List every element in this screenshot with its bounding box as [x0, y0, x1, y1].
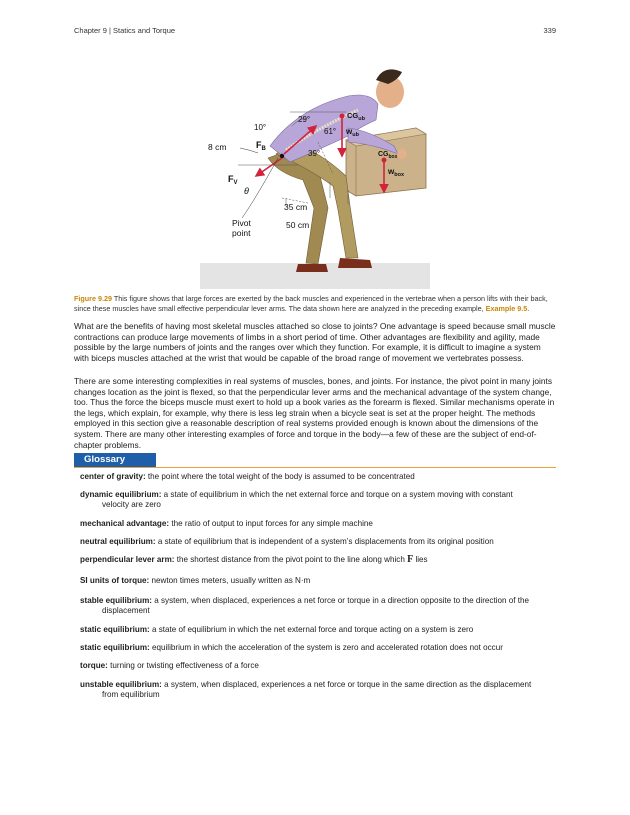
- dist-35-label: 35 cm: [284, 202, 308, 212]
- glossary-definition: the point where the total weight of the body is assumed to be concentrated: [147, 472, 415, 481]
- glossary-definition: the shortest distance from the pivot point to the line along which: [176, 555, 405, 564]
- figure-caption: [74, 294, 556, 313]
- glossary-item-unstable-equilibrium: [80, 680, 556, 701]
- glossary-definition: newton times meters, usually written as N·m: [151, 576, 311, 585]
- glossary-term: unstable equilibrium:: [80, 680, 162, 689]
- cg-ub-point: [340, 114, 345, 119]
- angle-29-label: 29°: [298, 115, 311, 124]
- fv-label: $F_V$: [228, 174, 238, 186]
- dist-50-label: 50 cm: [286, 220, 310, 230]
- glossary-term: static equilibrium:: [80, 643, 150, 652]
- chapter-title: Chapter 9 | Statics and Torque: [74, 26, 176, 35]
- figure-9-29: [198, 58, 430, 292]
- glossary-item-torque: [80, 661, 556, 671]
- caption-figure-label: Figure 9.29: [74, 294, 112, 303]
- glossary-definition-cont: from equilibrium: [102, 690, 160, 700]
- pivot-label-2: point: [232, 228, 251, 238]
- glossary-definition-end: lies: [415, 555, 428, 564]
- glossary-definition-cont: displacement: [102, 606, 150, 616]
- glossary-definition: equilibrium in which the acceleration of the system is zero and accelerated rotation does not occur: [151, 643, 503, 652]
- caption-text: This figure shows that large forces are exerted by the back muscles and experienced in the vertebrae when a person lifts with their back, since these muscles have small effective perpendicular lever arms. The data shown here are analyzed in the preceding example,: [74, 294, 548, 313]
- cg-box-label: $CG_{box}$: [378, 151, 398, 160]
- angle-10-label: 10°: [254, 123, 267, 132]
- glossary-item-mechanical-advantage: [80, 519, 556, 529]
- w-box-label: $w_{box}$: [388, 167, 405, 178]
- glossary-item-static-equilibrium-1: [80, 625, 556, 635]
- glossary-term: torque:: [80, 661, 108, 670]
- dist-8-label: 8 cm: [208, 142, 227, 152]
- glossary-definition: a state of equilibrium in which the net external force and torque on a system moving with constant: [163, 490, 513, 499]
- example-9-5-link[interactable]: Example 9.5: [485, 303, 528, 313]
- glossary-definition: a system, when displaced, experiences a net force or torque in the same direction as the displacement: [164, 680, 532, 689]
- glossary-header: [74, 453, 556, 468]
- caption-end: .: [527, 303, 530, 313]
- glossary-definition: turning or twisting effectiveness of a force: [110, 661, 259, 670]
- glossary-term: mechanical advantage:: [80, 519, 170, 528]
- page-header: [74, 26, 556, 38]
- glossary-term: perpendicular lever arm:: [80, 555, 175, 564]
- glossary-definition: a state of equilibrium that is independent of a system’s displacements from its original position: [157, 537, 494, 546]
- page-number: 339: [543, 26, 556, 35]
- glossary-item-stable-equilibrium: [80, 596, 556, 617]
- glossary-item-neutral-equilibrium: [80, 537, 556, 547]
- glossary-title: Glossary: [74, 453, 156, 467]
- glossary-item-perpendicular-lever-arm: [80, 555, 556, 565]
- glossary-item-center-of-gravity: [80, 472, 556, 482]
- glossary-term: dynamic equilibrium:: [80, 490, 162, 499]
- cg-ub-label: $CG_{ub}$: [347, 111, 365, 122]
- fb-label: $F_B$: [256, 140, 266, 152]
- glossary-item-si-units-of-torque: [80, 576, 556, 586]
- paragraph-1: What are the benefits of having most skeletal muscles attached so close to joints? One advantage is speed because small muscle contractions can produce large movements of limbs in a short period of time. Other advantages are flexibility and agility, made possible by the large numbers of joints and the ranges over which they function. For example, it is difficult to imagine a system with biceps muscles attached at the wrist that would be capable of the broad range of movement we vertebrates possess.: [74, 321, 556, 363]
- glossary-term: neutral equilibrium:: [80, 537, 156, 546]
- lifting-diagram: [198, 58, 430, 292]
- w-ub-label: $w_{ub}$: [346, 127, 359, 138]
- angle-61-label: 61°: [324, 127, 337, 136]
- glossary-term: center of gravity:: [80, 472, 146, 481]
- glossary-definition: a state of equilibrium in which the net external force and torque acting on a system is zero: [151, 625, 474, 634]
- glossary-definition: a system, when displaced, experiences a net force or torque in a direction opposite to the direction of the: [154, 596, 529, 605]
- glossary-item-static-equilibrium-2: [80, 643, 556, 653]
- glossary-definition-cont: velocity are zero: [102, 500, 161, 510]
- head: [376, 69, 404, 108]
- glossary-definition: the ratio of output to input forces for any simple machine: [171, 519, 373, 528]
- paragraph-2: There are some interesting complexities in real systems of muscles, bones, and joints. For instance, the pivot point in many joints changes location as the joint is flexed, so that the perpendicular lever arms and the mechanical advantage of the system change, too. Thus the force the biceps muscle must exert to hold up a book varies as the forearm is flexed. Similar mechanisms operate in the legs, which explain, for example, why there is less leg strain when a bicycle seat is set at the proper height. The methods employed in this section give a reasonable description of real systems provided enough is known about the dimensions of the system. There are many other interesting examples of force and torque in the body—a few of these are the subject of end-of-chapter problems.: [74, 376, 555, 450]
- pivot-label-1: Pivot: [232, 218, 251, 228]
- force-symbol: F: [407, 554, 414, 565]
- glossary-term: static equilibrium:: [80, 625, 150, 634]
- glossary-term: stable equilibrium:: [80, 596, 152, 605]
- glossary-term: SI units of torque:: [80, 576, 150, 585]
- glossary-item-dynamic-equilibrium: [80, 490, 556, 511]
- angle-39-label: 39°: [308, 149, 321, 158]
- cg-box-point: [382, 158, 387, 163]
- theta-label: θ: [244, 186, 249, 196]
- pivot-point-dot: [280, 154, 284, 158]
